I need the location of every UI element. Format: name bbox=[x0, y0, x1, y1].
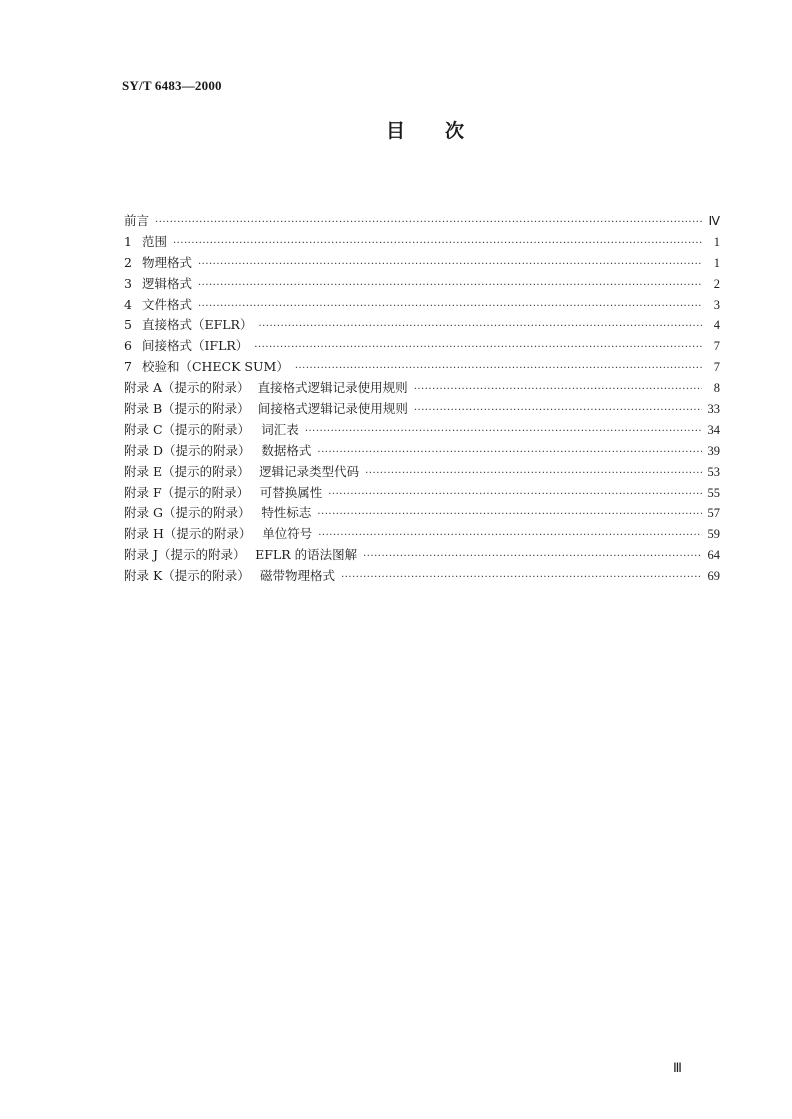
toc-dot-leader bbox=[198, 301, 702, 312]
toc-dot-leader bbox=[363, 551, 702, 562]
toc-entry-label bbox=[124, 253, 192, 271]
toc-entry-label bbox=[124, 441, 251, 459]
toc-entry[interactable] bbox=[124, 566, 720, 587]
toc-entry-title: 词汇表 bbox=[261, 421, 299, 437]
toc-entry-title: 磁带物理格式 bbox=[260, 568, 336, 584]
toc-page-number: Ⅳ bbox=[708, 214, 720, 228]
toc-page-number: 7 bbox=[713, 339, 720, 354]
toc-entry-text: 附录 F（提示的附录） bbox=[124, 484, 250, 500]
toc-entry-label bbox=[124, 524, 251, 542]
toc-entry[interactable] bbox=[124, 545, 720, 566]
toc-entry-title: 逻辑记录类型代码 bbox=[259, 463, 360, 479]
toc-entry-text: 附录 E（提示的附录） bbox=[124, 463, 250, 479]
toc-entry-label bbox=[124, 483, 249, 501]
toc-page-number: 34 bbox=[707, 422, 720, 437]
table-of-contents bbox=[124, 211, 720, 587]
toc-entry-label bbox=[124, 420, 250, 438]
toc-entry-label bbox=[124, 399, 250, 417]
toc-entry-label bbox=[124, 315, 252, 333]
toc-dot-leader bbox=[254, 342, 702, 353]
toc-entry-number: 2 bbox=[124, 254, 132, 270]
toc-dot-leader bbox=[295, 363, 702, 374]
toc-entry[interactable] bbox=[124, 399, 720, 420]
toc-entry-text: 文件格式 bbox=[141, 296, 192, 312]
toc-entry[interactable] bbox=[124, 232, 720, 253]
toc-dot-leader bbox=[317, 447, 702, 458]
toc-entry[interactable] bbox=[124, 274, 720, 295]
toc-entry-label bbox=[124, 545, 246, 563]
toc-entry-text: 直接格式（EFLR） bbox=[141, 317, 253, 333]
toc-entry[interactable] bbox=[124, 483, 720, 504]
toc-entry[interactable] bbox=[124, 378, 720, 399]
toc-entry-text: 物理格式 bbox=[141, 254, 192, 270]
toc-entry-label bbox=[124, 232, 167, 250]
toc-entry-number: 6 bbox=[124, 338, 132, 354]
toc-dot-leader bbox=[414, 405, 702, 416]
toc-entry-title: EFLR 的语法图解 bbox=[255, 547, 358, 563]
toc-page-number: 69 bbox=[707, 569, 720, 584]
toc-entry-label bbox=[124, 336, 248, 354]
toc-entry[interactable] bbox=[124, 357, 720, 378]
toc-entry-label bbox=[124, 462, 250, 480]
toc-entry-label bbox=[124, 378, 250, 396]
toc-entry[interactable] bbox=[124, 420, 720, 441]
toc-entry-text: 附录 A（提示的附录） bbox=[124, 380, 250, 396]
toc-entry-number: 4 bbox=[124, 296, 132, 312]
document-code: SY/T 6483—2000 bbox=[122, 78, 222, 93]
toc-entry-label bbox=[124, 211, 149, 229]
toc-dot-leader bbox=[328, 489, 702, 500]
toc-dot-leader bbox=[173, 238, 702, 249]
toc-page-number: 7 bbox=[713, 360, 720, 375]
toc-entry-title: 间接格式逻辑记录使用规则 bbox=[257, 401, 408, 417]
toc-entry-text: 间接格式（IFLR） bbox=[141, 338, 249, 354]
toc-entry[interactable] bbox=[124, 462, 720, 483]
toc-entry-text: 附录 D（提示的附录） bbox=[124, 442, 251, 458]
toc-entry-label bbox=[124, 295, 192, 313]
toc-entry-text: 附录 J（提示的附录） bbox=[124, 547, 246, 563]
toc-entry[interactable] bbox=[124, 441, 720, 462]
toc-entry[interactable] bbox=[124, 503, 720, 524]
page-number: Ⅲ bbox=[673, 1060, 682, 1075]
toc-entry[interactable] bbox=[124, 336, 720, 357]
toc-entry[interactable] bbox=[124, 211, 720, 232]
toc-dot-leader bbox=[258, 321, 702, 332]
toc-entry-text: 附录 G（提示的附录） bbox=[124, 505, 251, 521]
toc-entry-text: 附录 H（提示的附录） bbox=[124, 526, 252, 542]
toc-page-number: 1 bbox=[713, 255, 720, 270]
toc-dot-leader bbox=[318, 530, 702, 541]
toc-page-number: 4 bbox=[713, 318, 720, 333]
toc-entry[interactable] bbox=[124, 315, 720, 336]
toc-heading: 目次 bbox=[386, 120, 505, 142]
toc-entry-title: 特性标志 bbox=[261, 505, 312, 521]
toc-entry[interactable] bbox=[124, 253, 720, 274]
toc-dot-leader bbox=[341, 572, 702, 583]
toc-entry-text: 校验和（CHECK SUM） bbox=[141, 359, 289, 375]
toc-page-number: 1 bbox=[713, 234, 720, 249]
toc-dot-leader bbox=[414, 384, 702, 395]
toc-dot-leader bbox=[365, 468, 702, 479]
toc-page-number: 64 bbox=[707, 548, 720, 563]
toc-entry[interactable] bbox=[124, 524, 720, 545]
toc-page-number: 39 bbox=[707, 443, 720, 458]
toc-entry-text: 逻辑格式 bbox=[141, 275, 192, 291]
toc-entry-label bbox=[124, 503, 250, 521]
toc-entry-text: 附录 C（提示的附录） bbox=[124, 421, 251, 437]
toc-entry-text: 附录 K（提示的附录） bbox=[124, 568, 250, 584]
toc-dot-leader bbox=[198, 259, 702, 270]
toc-page-number: 57 bbox=[707, 506, 720, 521]
toc-dot-leader bbox=[198, 280, 702, 291]
toc-page-number: 3 bbox=[713, 297, 720, 312]
toc-entry-text: 附录 B（提示的附录） bbox=[124, 401, 250, 417]
toc-entry-text: 前言 bbox=[124, 213, 150, 228]
toc-page-number: 55 bbox=[707, 485, 720, 500]
toc-entry-number: 1 bbox=[124, 233, 132, 249]
toc-page-number: 33 bbox=[707, 402, 720, 417]
toc-dot-leader bbox=[305, 426, 702, 437]
toc-page-number: 8 bbox=[713, 381, 720, 396]
toc-entry-title: 可替换属性 bbox=[259, 484, 323, 500]
toc-page-number: 2 bbox=[713, 276, 720, 291]
toc-entry-title: 单位符号 bbox=[262, 526, 313, 542]
toc-entry-label bbox=[124, 566, 250, 584]
toc-entry-number: 3 bbox=[124, 275, 132, 291]
toc-entry-title: 数据格式 bbox=[261, 442, 312, 458]
toc-page-number: 53 bbox=[707, 464, 720, 479]
toc-entry-title: 直接格式逻辑记录使用规则 bbox=[257, 380, 408, 396]
toc-entry-label bbox=[124, 274, 192, 292]
toc-entry-number: 7 bbox=[124, 359, 132, 375]
toc-dot-leader bbox=[317, 509, 702, 520]
toc-entry-text: 范围 bbox=[141, 233, 167, 249]
toc-entry-number: 5 bbox=[124, 317, 132, 333]
toc-entry-label bbox=[124, 357, 289, 375]
toc-entry[interactable] bbox=[124, 295, 720, 316]
toc-page-number: 59 bbox=[707, 527, 720, 542]
toc-dot-leader bbox=[155, 217, 702, 228]
